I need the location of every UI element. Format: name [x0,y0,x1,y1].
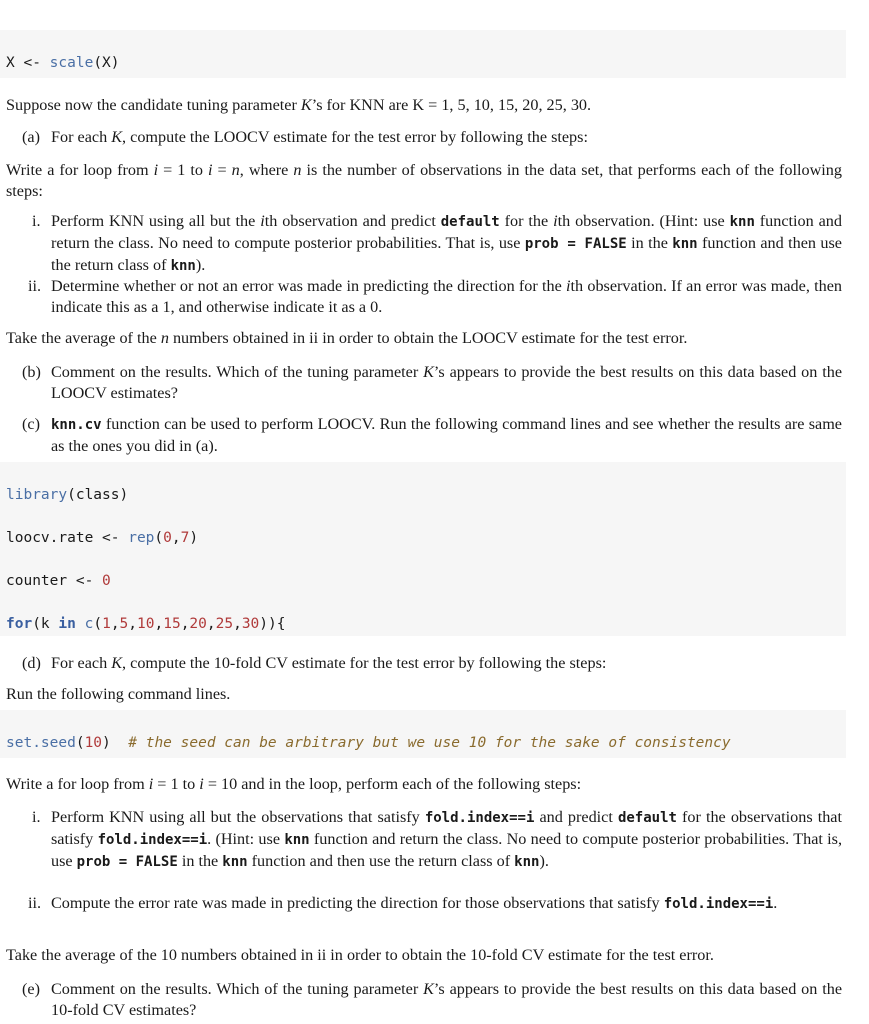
paragraph-loocv-average: Take the average of the n numbers obtained in ii in order to obtain the LOOCV estimate for the test error. [6,329,688,347]
question-a: (a) For each K, compute the LOOCV estimate for the test error by following the steps: [22,128,588,146]
code-block-fold-index [0,710,846,758]
code-line: set.seed(10) # the seed can be arbitrary but we use 10 for the sake of consistency [6,735,731,752]
code-line: for(k in c(1,5,10,15,20,25,30)){ [6,615,286,632]
paragraph-tuning-parameters: Suppose now the candidate tuning parameter K’s for KNN are K = 1, 5, 10, 15, 20, 25, 30. [6,96,592,114]
paragraph-kfold-loop: Write a for loop from i = 1 to i = 10 and in the loop, perform each of the following steps: [6,775,582,793]
step-d-ii: ii. Compute the error rate was made in predicting the direction for those observations that satisfy fold.index==i. [28,894,778,912]
code-line: loocv.rate <- rep(0,7) [6,530,199,547]
question-d: (d) For each K, compute the 10-fold CV estimate for the test error by following the steps: [22,654,607,672]
paragraph-run-commands: Run the following command lines. [6,685,231,703]
code-line: library(class) [6,487,129,504]
paragraph-kfold-average: Take the average of the 10 numbers obtained in ii in order to obtain the 10-fold CV estimate for the test error. [6,946,714,964]
code-block-setup [0,30,846,78]
code-block-loocv [0,462,846,636]
code-line: X <- scale(X) [6,55,120,72]
step-d-i: i. Perform KNN using all but the observations that satisfy fold.index==i and predict default for the observations that satisfy fold.index==i. (Hint: use knn function and return the class. No need to compute posterior probabilities. That is, use prob = FALSE in the knn function and then use the return class of knn). [32,808,843,870]
paragraph-loocv-loop: Write a for loop from i = 1 to i = n, where n is the number of observations in the data set, that performs each of the following steps: [6,161,842,200]
step-a-ii: ii. Determine whether or not an error was made in predicting the direction for the ith observation. If an error was made, then indicate this as a 1, and otherwise indicate it as a 0. [28,277,842,316]
step-a-i: i. Perform KNN using all but the ith observation and predict default for the ith observation. (Hint: use knn function and return the class. No need to compute posterior probabilities. That is, use prob = FALSE in the knn function and then use the return class of knn). [32,212,842,274]
question-c: (c) knn.cv function can be used to perform LOOCV. Run the following command lines and see whether the results are same as the ones you did in (a). [22,415,842,455]
question-e: (e) Comment on the results. Which of the tuning parameter K’s appears to provide the best results on this data based on the 10-fold CV estimates? [22,980,843,1019]
question-b: (b) Comment on the results. Which of the tuning parameter K’s appears to provide the best results on this data based on the LOOCV estimates? [22,363,843,402]
code-line: counter <- 0 [6,573,111,589]
